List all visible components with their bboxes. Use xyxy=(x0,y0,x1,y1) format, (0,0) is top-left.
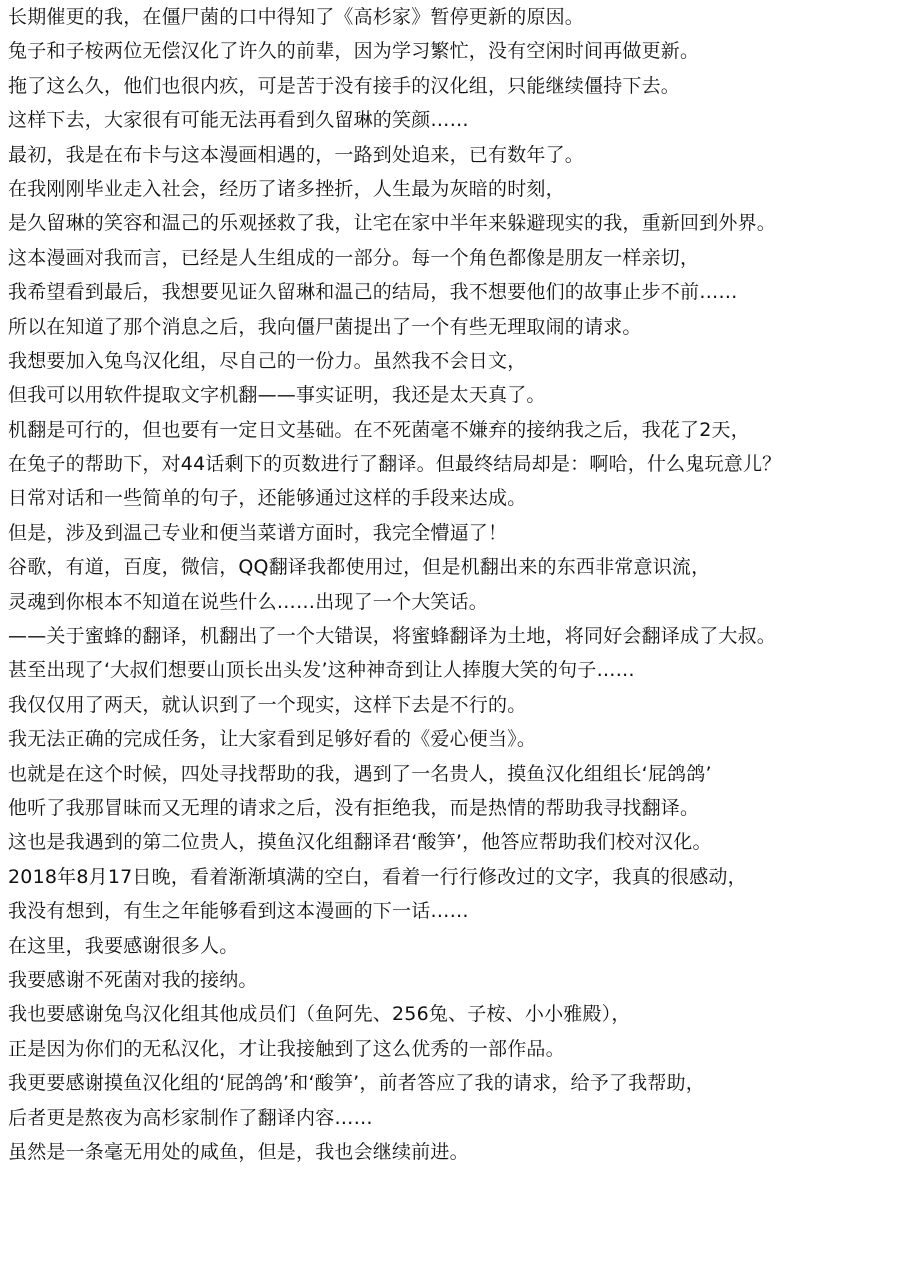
text-line: 我想要加入兔鸟汉化组，尽自己的一份力。虽然我不会日文， xyxy=(8,349,527,372)
text-line: 日常对话和一些简单的句子，还能够通过这样的手段来达成。 xyxy=(8,487,527,510)
text-line: 正是因为你们的无私汉化，才让我接触到了这么优秀的一部作品。 xyxy=(8,1037,565,1060)
text-line: 但我可以用软件提取文字机翻——事实证明，我还是太天真了。 xyxy=(8,384,546,407)
text-line: 虽然是一条毫无用处的咸鱼，但是，我也会继续前进。 xyxy=(8,1140,469,1163)
text-line: 我也要感谢兔鸟汉化组其他成员们（鱼阿先、256兔、子桉、小小雅殿）， xyxy=(8,1003,631,1026)
text-line: 我希望看到最后，我想要见证久留琳和温己的结局，我不想要他们的故事止步不前…… xyxy=(8,281,738,304)
text-line: 拖了这么久，他们也很内疚，可是苦于没有接手的汉化组，只能继续僵持下去。 xyxy=(8,74,681,97)
text-line: 所以在知道了那个消息之后，我向僵尸菌提出了一个有些无理取闹的请求。 xyxy=(8,315,642,338)
text-line: 甚至出现了‘大叔们想要山顶长出头发’这种神奇到让人捧腹大笑的句子…… xyxy=(8,659,635,682)
text-line: 是久留琳的笑容和温己的乐观拯救了我，让宅在家中半年来躲避现实的我，重新回到外界。 xyxy=(8,212,777,235)
text-line: 但是，涉及到温己专业和便当菜谱方面时，我完全懵逼了！ xyxy=(8,521,508,544)
text-line: 他听了我那冒昧而又无理的请求之后，没有拒绝我，而是热情的帮助我寻找翻译。 xyxy=(8,796,700,819)
text-line: 我无法正确的完成任务，让大家看到足够好看的《爱心便当》。 xyxy=(8,728,537,751)
text-line: 我要感谢不死菌对我的接纳。 xyxy=(8,968,258,991)
text-line: 2018年8月17日晚，看着渐渐填满的空白，看着一行行修改过的文字，我真的很感动， xyxy=(8,865,747,888)
text-line: 我仅仅用了两天，就认识到了一个现实，这样下去是不行的。 xyxy=(8,693,527,716)
text-line: 兔子和子桉两位无偿汉化了许久的前辈，因为学习繁忙，没有空闲时间再做更新。 xyxy=(8,40,700,63)
text-line: 在兔子的帮助下，对44话剩下的页数进行了翻译。但最终结局却是：啊哈，什么鬼玩意儿？ xyxy=(8,453,782,476)
text-line: 也就是在这个时候，四处寻找帮助的我，遇到了一名贵人，摸鱼汉化组组长‘屁鸽鸽’ xyxy=(8,762,712,785)
text-line: 这样下去，大家很有可能无法再看到久留琳的笑颜…… xyxy=(8,109,469,132)
text-line: 谷歌，有道，百度，微信，QQ翻译我都使用过，但是机翻出来的东西非常意识流， xyxy=(8,556,711,579)
text-line: 最初，我是在布卡与这本漫画相遇的，一路到处追来，已有数年了。 xyxy=(8,143,585,166)
text-line: 长期催更的我，在僵尸菌的口中得知了《高杉家》暂停更新的原因。 xyxy=(8,6,585,28)
text-line: 在我刚刚毕业走入社会，经历了诸多挫折，人生最为灰暗的时刻， xyxy=(8,177,565,200)
text-line: 后者更是熬夜为高杉家制作了翻译内容…… xyxy=(8,1106,373,1129)
text-line: 灵魂到你根本不知道在说些什么……出现了一个大笑话。 xyxy=(8,590,489,613)
text-line: 我更要感谢摸鱼汉化组的‘屁鸽鸽’和‘酸笋’，前者答应了我的请求，给予了我帮助， xyxy=(8,1072,705,1095)
text-line: 我没有想到，有生之年能够看到这本漫画的下一话…… xyxy=(8,900,469,923)
text-line: 机翻是可行的，但也要有一定日文基础。在不死菌毫不嫌弃的接纳我之后，我花了2天， xyxy=(8,418,750,441)
text-line: 在这里，我要感谢很多人。 xyxy=(8,934,239,957)
document-body xyxy=(8,0,898,1169)
text-line: 这也是我遇到的第二位贵人，摸鱼汉化组翻译君‘酸笋’，他答应帮助我们校对汉化。 xyxy=(8,831,712,854)
text-line: ——关于蜜蜂的翻译，机翻出了一个大错误，将蜜蜂翻译为土地，将同好会翻译成了大叔。 xyxy=(8,625,777,648)
text-line: 这本漫画对我而言，已经是人生组成的一部分。每一个角色都像是朋友一样亲切， xyxy=(8,246,700,269)
